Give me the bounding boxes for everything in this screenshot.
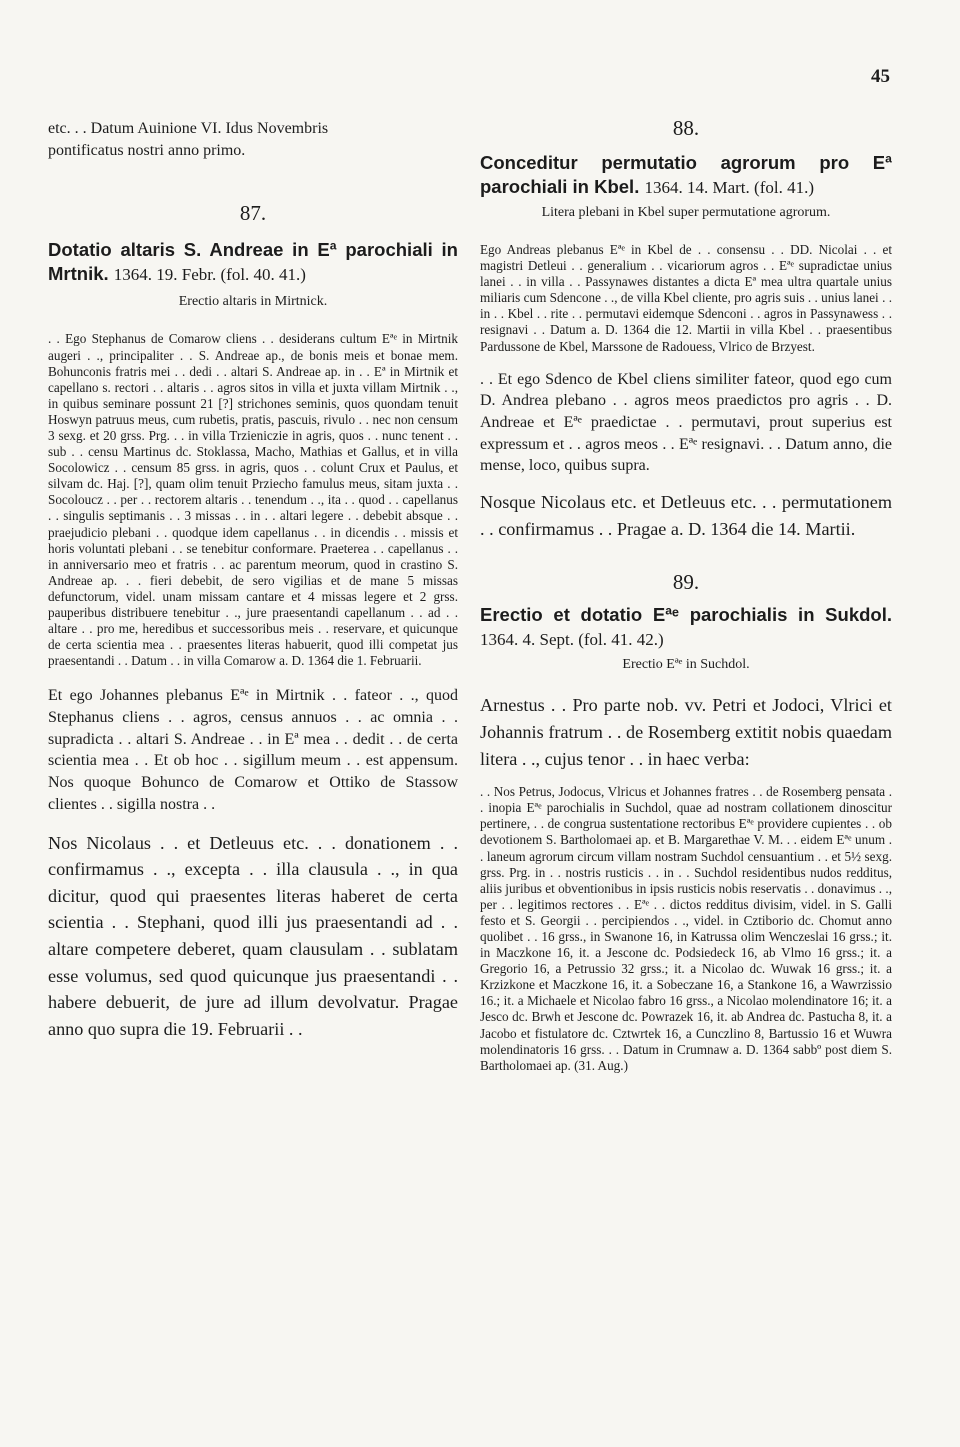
doc89-number: 89.	[672, 570, 700, 595]
doc87-title	[48, 238, 458, 287]
doc88-ratification: Nosque Nicolaus etc. et Detleuus etc. . . permutationem . . confirmamus . . Pragae a. D. 1364 die 14. Martii.	[480, 492, 892, 539]
doc88-number: 88.	[672, 116, 700, 140]
left-column	[48, 118, 458, 1042]
doc89-intro: Arnestus . . Pro parte nob. vv. Petri et Jodoci, Vlrici et Johannis fratrum . . de Rosemberg extitit nobis quaedam litera . ., cujus tenor . . in haec verba:	[480, 695, 892, 769]
doc88-title	[480, 151, 892, 200]
doc88-meta: 1364. 14. Mart. (fol. 41.)	[644, 178, 814, 197]
page-number: 45	[871, 66, 890, 87]
doc87-confirmation: Et ego Johannes plebanus Eªᵉ in Mirtnik . . fateor . ., quod Stephanus cliens . . agros, census annuos . . ac omnia . . supradicta . . altari S. Andreae . . in Eª mea . . dedit . . de certa scientia mea . . Et ob hoc . . sigillum meum . . est appensum. Nos quoque Bohunco de Comarow et Ottiko de Stassow clientes . . sigilla nostra . .	[48, 687, 458, 813]
doc89-body: . . Nos Petrus, Jodocus, Vlricus et Johannes fratres . . de Rosemberg pensata . . inopia Eªᵉ parochialis in Suchdol, quae ad nostram collationem dinoscitur pertinere, . . de congrua sustentatione rectoribus Eªᵉ providere cupientes . . ob devotionem S. Bartholomaei ap. et B. Margarethae V. M. . . eidem Eªᵉ unum . . laneum agrorum circum villam nostram Suchdol censuantium . . et 5½ sexg. grss. Prg. in . . nostris rusticis . . in . . Suchdol residentibus nudos redditus, aliis juribus et obventionibus in ipsis rusticis nobis reservatis . . donavimus . ., per . . legitimos rectores . . Eªᵉ . . dictos redditus divisim, videl. in S. Galli festo et S. Georgii . . percipiendos . ., videl. in Cztiborio dc. Chomut anno quolibet . . 16 grss., in Swanone 16, in Katrussa olim Wenczeslai 16 grss.; it. in Maczkone 16, it. a Jescone dc. Podsiedeck 16, ab Vlmo 16 grss.; it. a Gregorio 16, a Petrussio 32 grss.; it. a Nicolao dc. Wuwak 16 grss.; it. a Krzizkone et Maczkone 16, it. a Sobeczane 16, a Stankone 16, a Wawrzissio 16.; it. a Michaele et Nicolao fabro 16 grss., a Nicolao molendinatore 16; it. a Jesco dc. Brwh et Jescone dc. Powrazek 16, it. ab Andrea dc. Pastucha 8, it. a Jacobo et fistulatore dc. Cztwrtek 16, a Cunczlino 8, Bartussio 16 et Wuwra molendinatoris 16 grss. . . Datum in Crumnaw a. D. 1364 sabbº post diem S. Bartholomaei ap. (31. Aug.)	[480, 784, 892, 1073]
doc87-body: . . Ego Stephanus de Comarow cliens . . desiderans cultum Eªᵉ in Mirtnik augeri . ., principaliter . . S. Andreae ap., de bonis meis et bonae mem. Bohunconis fratris mei . . dedi . . altari S. Andreae ap. in . . Eª in Mirtnik et capellano s. rectori . . altaris . . agros sitos in villa et juxta villam Mirtnik . ., in quibus seminare possunt 21 [?] strichones seminis, quos quondam tenuit Hoswyn patruus meus, cum rubetis, pratis, pascuis, rivulo . . nec non censum 3 sexg. et 20 grss. Prg. . . in villa Trzieniczie in agris, quos . . nunc tenent . . sub . . censu Martinus dc. Stoklassa, Macho, Mathias et Gallus, et in villa Socolowicz . . censum 85 grss. in agris, quos . . colunt Crux et Paulus, et silvam dc. Haj. [?], quam olim tenuit Przieсho famulus meus, sitam juxta . . Socoloucz . . per . . rectorem altaris . . tenendum . ., ita . . quod . . capellanus . . singulis septimanis . . 3 missas . . in . . altari legere . . debebit absque . . praejudicio plebani . . quodque idem capellanus . . in dicendis . . missis et horis voluntati plebani . . se tenebitur conformare. Praeterea . . capellanus . . in anniversario meo et fratris . . ac parentum meorum, quod in crastino S. Andreae ap. . . fieri debebit, de sero vigilias et de mane 5 missas defunctorum, videl. unam missam cantare et 4 missas legere et 2 grss. pauperibus distribuere tenebitur . ., jure praesentandi capellanum . . ad . . altare . . pro me, heredibus et successoribus meis . . reservare, et quicunque de certa scientia mea . . praesentes literas habuerit, quod illi competat jus praesentandi . . Datum . . in villa Comarow a. D. 1364 die 1. Februarii.	[48, 331, 458, 669]
doc89-title	[480, 603, 892, 652]
doc89-title-text: Erectio et dotatio Eªᵉ parochialis in Sukdol.	[480, 604, 892, 626]
intro-text: etc. . . Datum Auinione VI. Idus Novembris pontificatus nostri anno primo.	[48, 120, 329, 159]
doc88-confirmation: . . Et ego Sdenco de Kbel cliens similiter fateor, quod ego cum D. Andrea plebano . . agros meos praedictos pro agris . . D. Andreae et Eªᵉ praedictae . . permutavi, prout superius est expressum et . . agros meos . . Eªᵉ resignavi. . . Datum anno, die mense, loco, quibus supra.	[480, 370, 892, 475]
doc88-body: Ego Andreas plebanus Eªᵉ in Kbel de . . consensu . . DD. Nicolai . . et magistri Detleui . . generalium . . vicariorum agros . . Eªᵉ supradictae unius lanei . . in villa . . Passynawes distantes a dicta Eª mea ultra quartale unius miliaris cum Sdencone . ., de villa Kbel cliente, pro agris suis . . unius lanei . . in . . Kbel . . rite . . permutavi eidemque Sdenconi . . agros in Passynawess . . resignavi . . Datum a. D. 1364 die 12. Martii in villa Kbel . . praesentibus Pardussone de Kbel, Marssone de Radouess, Vlrico de Brzyest.	[480, 242, 892, 354]
doc87-number: 87.	[239, 201, 267, 226]
doc88-title-text: Conceditur permutatio agrorum pro Eª parochiali in Kbel.	[480, 152, 892, 197]
doc87-subtitle: Erectio altaris in Mirtnick.	[178, 294, 328, 310]
doc89-meta: 1364. 4. Sept. (fol. 41. 42.)	[480, 630, 664, 650]
right-column	[480, 118, 892, 1074]
doc88-subtitle: Litera plebani in Kbel super permutatione agrorum.	[541, 205, 831, 220]
doc87-title-text: Dotatio altaris S. Andreae in Eª parochiali in Mrtnik.	[48, 239, 458, 285]
doc87-ratification: Nos Nicolaus . . et Detleuus etc. . . donationem . . confirmamus . ., excepta . . illa clausula . ., in qua dicitur, quod qui praesentes literas haberet de certa scientia . . Stephani, quod illi jus praesentandi ad . . altare competere deberet, quam clausulam . . sublatam esse volumus, sed quod quicunque jus praesentandi . . habere debuerit, de jure ad illum devolvatur. Pragae anno quo supra die 19. Februarii . .	[48, 832, 458, 1039]
doc89-subtitle: Erectio Eªᵉ in Suchdol.	[622, 657, 750, 673]
doc87-meta: 1364. 19. Febr. (fol. 40. 41.)	[113, 265, 306, 285]
